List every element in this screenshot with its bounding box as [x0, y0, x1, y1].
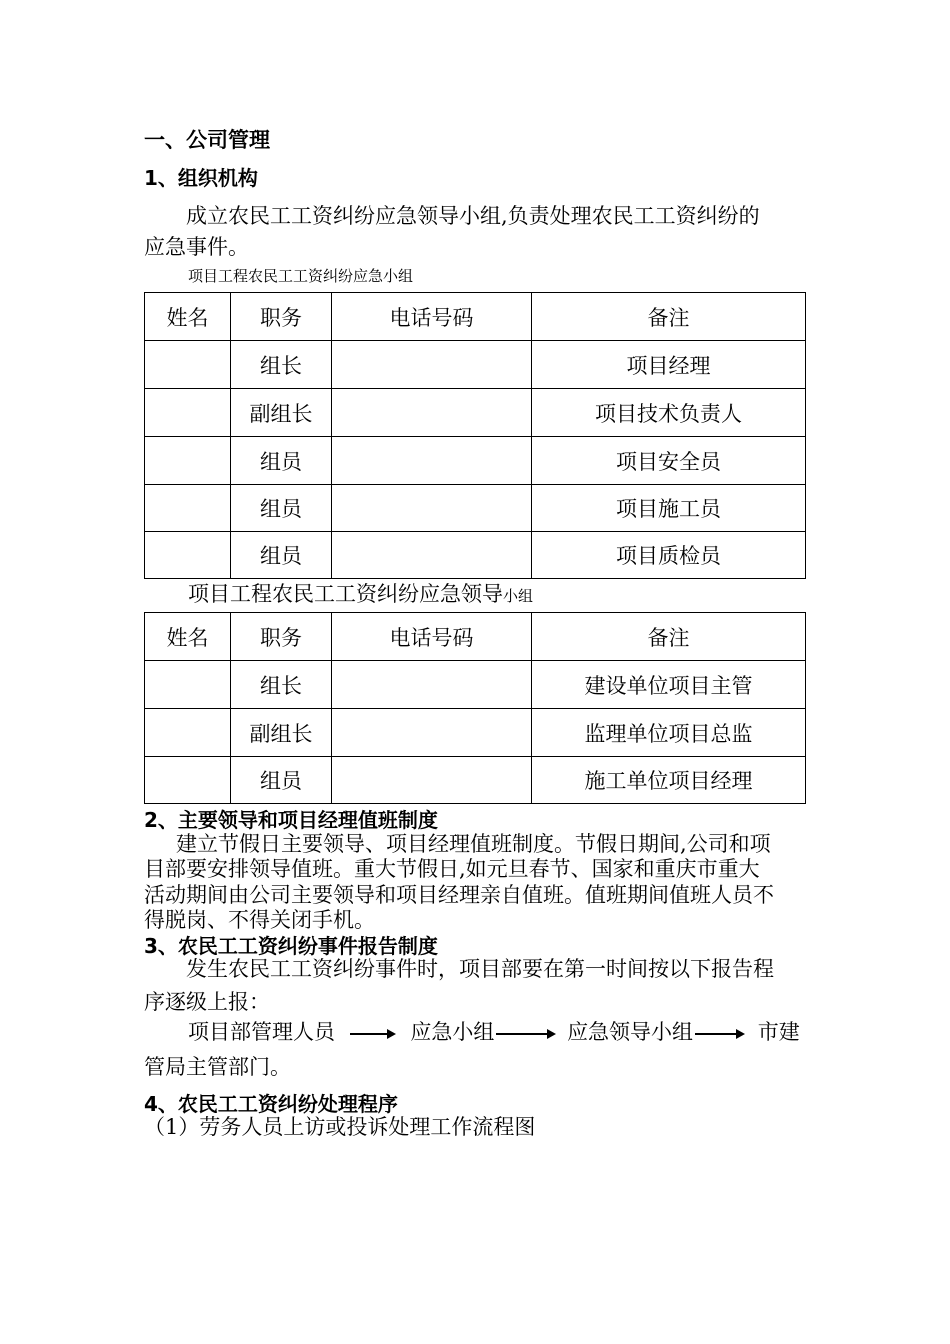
phone-cell: [332, 661, 532, 709]
remark-cell: 建设单位项目主管: [532, 661, 806, 709]
duty-paragraph-line: 建立节假日主要领导、项目经理值班制度。节假日期间,公司和项: [176, 832, 771, 856]
flow-step: 应急领导小组: [567, 1020, 694, 1044]
subsection-title-organization: 1、组织机构: [144, 166, 258, 190]
position-cell: 组员: [231, 485, 332, 532]
flow-step: 应急小组: [410, 1020, 495, 1044]
name-cell: [145, 437, 231, 485]
header-cell: 电话号码: [332, 293, 532, 341]
remark-cell: 监理单位项目总监: [532, 709, 806, 757]
position-cell: 组员: [231, 437, 332, 485]
position-cell: 副组长: [231, 709, 332, 757]
table-row: [145, 709, 806, 757]
duty-paragraph-line: 目部要安排领导值班。重大节假日,如元旦春节、国家和重庆市重大: [144, 857, 760, 881]
remark-cell: 项目施工员: [532, 485, 806, 532]
remark-cell: 项目质检员: [532, 532, 806, 579]
table-row: [145, 661, 806, 709]
name-cell: [145, 389, 231, 437]
position-cell: 副组长: [231, 389, 332, 437]
name-cell: [145, 532, 231, 579]
phone-cell: [332, 485, 532, 532]
duty-paragraph-line: 得脱岗、不得关闭手机。: [144, 908, 375, 932]
position-cell: 组长: [231, 341, 332, 389]
name-cell: [145, 709, 231, 757]
duty-paragraph-line: 活动期间由公司主要领导和项目经理亲自值班。值班期间值班人员不: [144, 883, 774, 907]
header-cell: 备注: [532, 293, 806, 341]
table-row: [145, 389, 806, 437]
phone-cell: [332, 437, 532, 485]
table2-caption-small: 小组: [503, 587, 534, 605]
section-title: 一、公司管理: [144, 128, 270, 152]
procedure-item: （1）劳务人员上访或投诉处理工作流程图: [144, 1115, 536, 1139]
position-cell: 组员: [231, 757, 332, 804]
subsection-title-procedure: 4、农民工工资纠纷处理程序: [144, 1092, 398, 1116]
remark-cell: 项目技术负责人: [532, 389, 806, 437]
remark-cell: 施工单位项目经理: [532, 757, 806, 804]
table-row: [145, 757, 806, 804]
header-cell: 姓名: [145, 613, 231, 661]
flow-step: 市建: [757, 1020, 800, 1044]
phone-cell: [332, 757, 532, 804]
arrow-right-icon: [496, 1027, 556, 1041]
header-cell: 职务: [231, 293, 332, 341]
phone-cell: [332, 532, 532, 579]
emergency-leadership-table: [144, 612, 806, 804]
table-row: [145, 437, 806, 485]
table2-caption-main: 项目工程农民工工资纠纷应急领导: [188, 582, 503, 606]
phone-cell: [332, 709, 532, 757]
subsection-title-duty: 2、主要领导和项目经理值班制度: [144, 808, 438, 832]
position-cell: 组员: [231, 532, 332, 579]
table-row: [145, 532, 806, 579]
name-cell: [145, 341, 231, 389]
table-row: [145, 485, 806, 532]
table-header-row: [145, 293, 806, 341]
emergency-team-table: [144, 292, 806, 579]
name-cell: [145, 661, 231, 709]
report-paragraph-line: 序逐级上报：: [144, 990, 270, 1014]
table-row: [145, 341, 806, 389]
header-cell: 职务: [231, 613, 332, 661]
header-cell: 备注: [532, 613, 806, 661]
name-cell: [145, 485, 231, 532]
flow-step-continuation: 管局主管部门。: [144, 1055, 291, 1079]
phone-cell: [332, 389, 532, 437]
position-cell: 组长: [231, 661, 332, 709]
intro-paragraph-line: 应急事件。: [144, 235, 249, 259]
name-cell: [145, 757, 231, 804]
remark-cell: 项目安全员: [532, 437, 806, 485]
arrow-right-icon: [695, 1027, 745, 1041]
table1-caption: 项目工程农民工工资纠纷应急小组: [188, 267, 414, 285]
report-flow: [188, 1018, 800, 1046]
subsection-title-report: 3、农民工工资纠纷事件报告制度: [144, 934, 438, 958]
header-cell: 姓名: [145, 293, 231, 341]
phone-cell: [332, 341, 532, 389]
table2-caption: [188, 578, 533, 608]
intro-paragraph-line: 成立农民工工资纠纷应急领导小组,负责处理农民工工资纠纷的: [186, 204, 760, 228]
flow-step: 项目部管理人员: [188, 1020, 335, 1044]
table-header-row: [145, 613, 806, 661]
remark-cell: 项目经理: [532, 341, 806, 389]
arrow-right-icon: [350, 1027, 396, 1041]
report-paragraph-line: 发生农民工工资纠纷事件时，项目部要在第一时间按以下报告程: [186, 957, 774, 981]
header-cell: 电话号码: [332, 613, 532, 661]
